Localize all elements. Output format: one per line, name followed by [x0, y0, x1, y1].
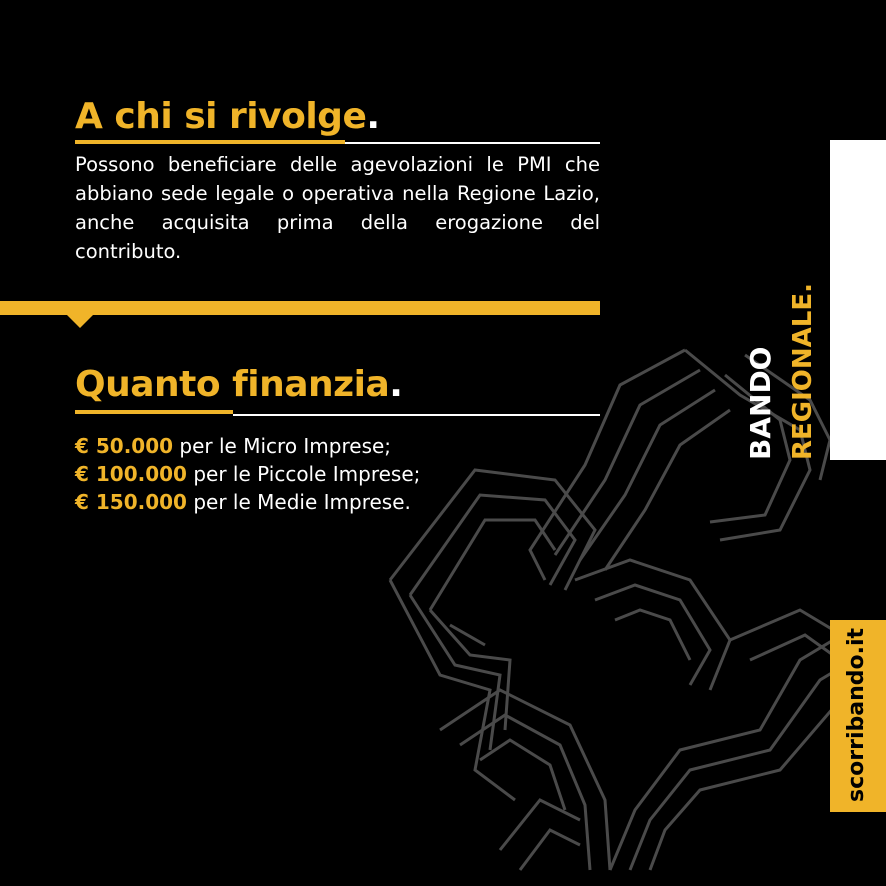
- section1-title-text: A chi si rivolge: [75, 96, 367, 137]
- section1-body: Possono beneficiare delle agevolazioni le PMI che abbiano sede legale o operativa nella Regione Lazio, anche acquisita prima della erogazione del contributo.: [75, 153, 600, 263]
- title-dot: .: [389, 364, 403, 405]
- funding-amount: € 50.000: [75, 434, 174, 458]
- badge-line1: BANDO: [744, 346, 777, 460]
- funding-label: per le Micro Imprese;: [179, 434, 392, 458]
- badge-dot: .: [788, 283, 818, 293]
- section1-title-underline: [75, 140, 345, 144]
- funding-amount: € 100.000: [75, 462, 187, 486]
- section2-title: [75, 364, 402, 405]
- funding-list: [75, 432, 420, 516]
- funding-label: per le Medie Imprese.: [193, 490, 411, 514]
- title-dot: .: [366, 96, 380, 137]
- white-side-panel: [830, 140, 886, 460]
- section1-rule: [345, 142, 600, 144]
- badge-line2: [786, 283, 820, 460]
- list-item: [75, 460, 420, 488]
- section2-rule: [233, 414, 600, 416]
- badge-line2-text: REGIONALE: [788, 292, 818, 460]
- list-item: [75, 488, 420, 516]
- section2-title-text: Quanto finanzia: [75, 364, 390, 405]
- website-tab[interactable]: [830, 620, 886, 812]
- list-item: [75, 432, 420, 460]
- funding-amount: € 150.000: [75, 490, 187, 514]
- section1-title: [75, 96, 380, 137]
- divider-notch-arrow: [66, 314, 94, 328]
- section-divider: [0, 301, 600, 315]
- website-link[interactable]: scorribando.it: [844, 627, 869, 802]
- section2-title-underline: [75, 410, 233, 414]
- funding-label: per le Piccole Imprese;: [193, 462, 421, 486]
